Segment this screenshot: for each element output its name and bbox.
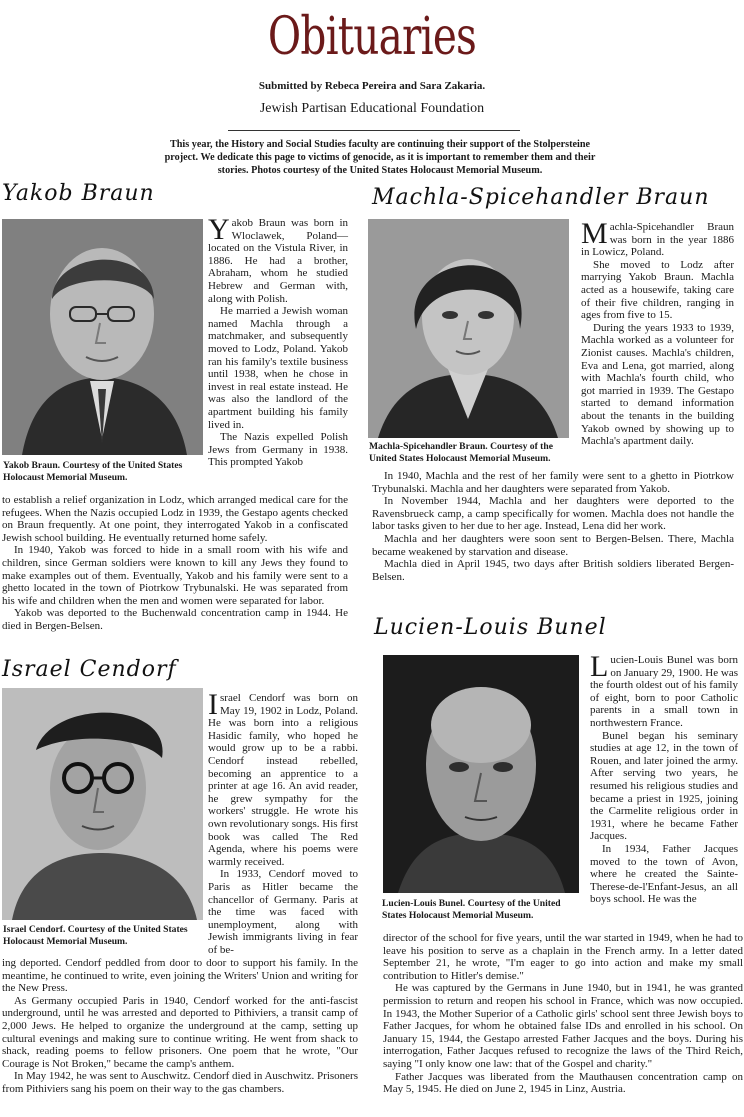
intro-text: This year, the History and Social Studies faculty are continuing their support of the Stolpersteine project. We dedicate this page to victims of genocide, as it is important to remember them and their stories. Photos courtesy of the United States Holocaust Memorial Museum. (164, 139, 596, 176)
dropcap-lucien: L (590, 650, 609, 683)
obituary-body-machla: In 1940, Machla and the rest of her family were sent to a ghetto in Piotrkow Trybunalski. Machla and her daughters were separated from Yakob. In November 1944, Machla and her daughters were deported to the Ravensbrueck camp, a camp specifically for women. Machla does not handle the labor tasks given to her due to her age. Instead, Lena did her work. Machla and her daughters were soon sent to Bergen-Belsen. There, Machla became weakened by starvation and disease. Machla died in April 1945, two days after British soldiers liberated Bergen-Belsen. (372, 470, 734, 583)
foundation-name: Jewish Partisan Educational Foundation (259, 101, 485, 116)
caption-lucien: Lucien-Louis Bunel. Courtesy of the United States Holocaust Memorial Museum. (382, 898, 561, 921)
caption-israel: Israel Cendorf. Courtesy of the United States Holocaust Memorial Museum. (3, 924, 188, 947)
portrait-lucien-bunel (383, 655, 579, 893)
obituary-body-israel: ing deported. Cendorf peddled from door to door to support his family. In the meantime, he continued to write, even joining the Writers' Union and writing for the New Press. As Germany occupied Paris in 1940, Cendorf worked for the anti-fascist underground, until he was arrested and deported to Pithiviers, a transit camp of 2,000 Jews. He helped to organize the underground at the camp, setting up cultural evenings and making sure to continue writing. He went from shack to shack, reading poems to fellow prisoners. One poem that he wrote, "Our Courage is Not Broken," became the camp's anthem. In May 1942, he was sent to Auschwitz. Cendorf died in Auschwitz. Prisoners from Pithiviers sang his poem on their way to the gas chambers. (2, 957, 358, 1095)
obituary-heading-yakob: Yakob Braun (2, 181, 155, 206)
divider (228, 130, 520, 131)
portrait-yakob-braun (2, 219, 203, 455)
obituary-side-yakob: Yakob Braun was born in Wloclawek, Poland—located on the Vistula River, in 1886. He had a brother, Abraham, whom he studied Hebrew and German with, along with Polish. He married a Jewish woman named Machla through a matchmaker, and subsequently moved to Lodz, Poland. Yakob ran his family's textile business until 1938, when he chose in invest in real estate instead. He was also the landlord of the apartment building his family lived in. The Nazis expelled Polish Jews from Germany in 1938. This prompted Yakob (208, 213, 348, 469)
obituary-heading-machla: Machla-Spicehandler Braun (372, 185, 710, 210)
caption-yakob: Yakob Braun. Courtesy of the United States Holocaust Memorial Museum. (3, 460, 183, 483)
dropcap-israel: I (208, 688, 218, 721)
submitted-by: Submitted by Rebeca Pereira and Sara Zakaria. (258, 80, 486, 92)
masthead-title: Obituaries (267, 7, 477, 67)
dropcap-machla: M (581, 217, 608, 250)
obituary-body-yakob: to establish a relief organization in Lodz, which arranged medical care for the refugees. When the Nazis occupied Lodz in 1939, the Gestapo agents checked on Braun frequently. At one point, they interrogated Yakob in a confiscated Jewish school building. He eventually returned home safely. In 1940, Yakob was forced to hide in a small room with his wife and children, since German soldiers were known to kill any Jews they found to make examples out of them. Eventually, Yakob and his family were sent to a ghetto located in the town of Piotrkow Trybunalski. He was separated from his wife and children when the men and women were separated for labor. Yakob was deported to the Buchenwald concentration camp in 1944. He died in Bergen-Belsen. (2, 494, 348, 632)
obituary-body-lucien: director of the school for five years, until the war started in 1949, when he had to leave his position to serve as a chaplain in the French army. In a letter dated September 21, he wrote, "I'm eager to go into action and make my small contribution to Hitler's demise." He was captured by the Germans in June 1940, but in 1941, he was granted permission to return and reopen his school in France, which was now occupied. In 1943, the Mother Superior of a Catholic girls' school sent three Jewish boys to Father Jacques, for whom he obtained false IDs and enrolled in his school. On January 15, 1944, the Gestapo arrested Father Jacques and the boys. During his interrogation, Father Jacques refused to recognize the laws of the Third Reich, saying "I only know one law: that of the Gospel and charity." Father Jacques was liberated from the Mauthausen concentration camp on May 5, 1945. He died on June 2, 1945 in Linz, Austria. (383, 932, 743, 1096)
caption-machla: Machla-Spicehandler Braun. Courtesy of the United States Holocaust Memorial Museum. (369, 441, 553, 464)
dropcap-yakob: Y (208, 213, 230, 246)
obituary-side-machla: Machla-Spicehandler Braun was born in the year 1886 in Lowicz, Poland. She moved to Lodz after marrying Yakob Braun. Machla acted as a housewife, taking care of their five children, ranging in ages from five to 15. During the years 1933 to 1939, Machla worked as a volunteer for Zionist causes. Machla's children, Eva and Lena, got married, along with Machla's fourth child, who got married in 1939. The Gestapo started to demand information about the tenants in the building Yakob owned by showing up to Machla's apartment daily. (581, 217, 734, 448)
portrait-israel-cendorf (2, 688, 203, 920)
obituary-side-lucien: Lucien-Louis Bunel was born on January 29, 1900. He was the fourth oldest out of his family of eight, born to poor Catholic parents in a small town in northwestern France. Bunel began his seminary studies at age 12, in the town of Rouen, and later joined the army. After serving two years, he resumed his religious studies and became a priest in 1925, joining the Carmelite religious order in 1931, where he became Father Jacques. In 1934, Father Jacques moved to the town of Avon, where he created the Sainte-Therese-de-l'Enfant-Jesus, an all boys school. He was the (590, 650, 738, 906)
portrait-machla-braun (368, 219, 569, 438)
obituary-side-israel: Israel Cendorf was born on May 19, 1902 in Lodz, Poland. He was born into a religious Hasidic family, who hoped he would grow up to be a rabbi. Cendorf instead rebelled, becoming an apprentice to a printer at age 16. An avid reader, he grew sympathy for the workers' struggle. He wrote his own revolutionary songs. His first book was called The Red Agenda, where his poems were warmly received. In 1933, Cendorf moved to Paris as Hitler became the chancellor of Germany. Paris at the time was faced with unemployment, along with Jewish immigrants living in fear of be- (208, 688, 359, 956)
obituary-heading-lucien: Lucien-Louis Bunel (374, 615, 607, 640)
obituary-heading-israel: Israel Cendorf (2, 657, 177, 682)
